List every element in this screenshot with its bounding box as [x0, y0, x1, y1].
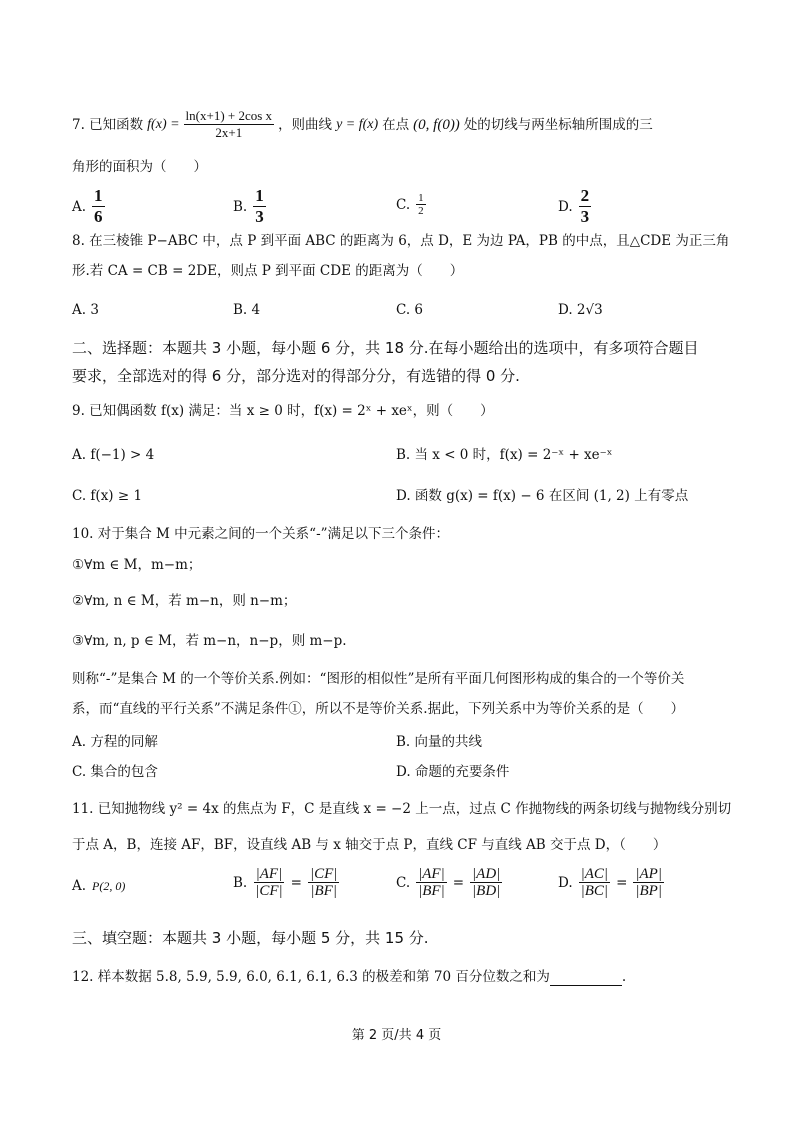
page-footer: 第 2 页/共 4 页	[351, 1028, 442, 1043]
option-fraction	[253, 186, 266, 227]
q10-option-d[interactable]: D. 命题的充要条件	[396, 764, 510, 780]
option-text: P(2, 0)	[92, 878, 126, 893]
frac-den: 3	[255, 207, 264, 226]
q12-text: 12. 样本数据 5.8, 5.9, 5.9, 6.0, 6.1, 6.1, 6.3 的极差和第 70 百分位数之和为	[72, 969, 550, 985]
q7-point: (0, f(0))	[413, 116, 460, 133]
q11-line1: 11. 已知抛物线 y² = 4x 的焦点为 F，C 是直线 x = −2 上一点，过点 C 作抛物线的两条切线与抛物线分别切	[72, 801, 732, 817]
section2-heading-line1: 二、选择题：本题共 3 小题，每小题 6 分，共 18 分.在每小题给出的选项中，有多项符合题目	[72, 339, 699, 357]
frac-den: |CF|	[255, 883, 283, 899]
q7-option-a[interactable]	[72, 186, 105, 227]
option-fraction	[92, 186, 105, 227]
frac-num: |AP|	[635, 866, 662, 882]
option-label: C.	[396, 874, 411, 891]
frac-den: 3	[580, 207, 590, 226]
frac-den: |BF|	[310, 883, 337, 899]
q7-curve: y = f(x)	[336, 116, 379, 132]
section2-heading-line2: 要求，全部选对的得 6 分，部分选对的得部分分，有选错的得 0 分.	[72, 367, 520, 385]
q7-option-d[interactable]	[558, 186, 591, 227]
q11-option-a[interactable]	[72, 878, 125, 894]
ratio-left	[416, 866, 447, 899]
q9-option-c[interactable]: C. f(x) ≥ 1	[72, 488, 143, 504]
frac-den: |BF|	[418, 883, 445, 899]
frac-den: |BC|	[580, 883, 609, 899]
frac-num: |AD|	[472, 866, 501, 882]
q10-option-b[interactable]: B. 向量的共线	[396, 734, 483, 750]
q7-option-c[interactable]	[396, 192, 426, 217]
equals-sign: =	[290, 874, 302, 891]
q8-option-d[interactable]: D. 2√3	[558, 302, 603, 318]
q7-denominator: 2x+1	[215, 125, 243, 140]
q9-option-b[interactable]: B. 当 x < 0 时，f(x) = 2⁻ˣ + xe⁻ˣ	[396, 447, 613, 463]
q9-stem: 9. 已知偶函数 f(x) 满足：当 x ≥ 0 时，f(x) = 2ˣ + xeˣ，则（ ）	[72, 403, 494, 419]
q10-condition-2: ②∀m, n ∈ M，若 m−n，则 n−m；	[72, 593, 297, 609]
ratio-left	[253, 866, 284, 899]
q12-line	[72, 968, 626, 986]
q11-line2: 于点 A，B，连接 AF，BF，设直线 AB 与 x 轴交于点 P，直线 CF 与直线 AB 交于点 D，（ ）	[72, 837, 667, 853]
option-label: C.	[396, 196, 411, 213]
frac-den: 2	[418, 205, 424, 217]
q12-suffix: .	[621, 969, 627, 985]
q11-option-d[interactable]	[558, 866, 664, 899]
option-label: B.	[233, 198, 248, 215]
section3-heading: 三、填空题：本题共 3 小题，每小题 5 分，共 15 分.	[72, 929, 429, 947]
q9-option-d[interactable]: D. 函数 g(x) = f(x) − 6 在区间 (1, 2) 上有零点	[396, 488, 689, 504]
ratio-right	[308, 866, 339, 899]
q8-line2: 形.若 CA = CB = 2DE，则点 P 到平面 CDE 的距离为（ ）	[72, 263, 464, 279]
q11-option-b[interactable]	[233, 866, 339, 899]
q7-mid: ，则曲线	[278, 116, 333, 133]
q10-paragraph-line1: 则称“-”是集合 M 的一个等价关系.例如：“图形的相似性”是所有平面几何图形构成的集合的一个等价关	[72, 671, 685, 687]
equals-sign: =	[616, 874, 628, 891]
q10-option-a[interactable]: A. 方程的同解	[72, 734, 158, 750]
option-label: D.	[558, 198, 573, 215]
equals-sign: =	[452, 874, 465, 891]
frac-den: |BP|	[635, 883, 662, 899]
q8-option-b[interactable]: B. 4	[233, 302, 261, 318]
q8-option-c[interactable]: C. 6	[396, 302, 424, 318]
ratio-left	[579, 866, 610, 899]
option-fraction	[579, 186, 592, 227]
frac-num: |AF|	[255, 866, 283, 882]
q7-line2: 角形的面积为（ ）	[72, 159, 207, 175]
frac-num: |AF|	[418, 866, 445, 882]
q10-condition-1: ①∀m ∈ M，m−m；	[72, 557, 202, 573]
frac-den: 6	[94, 207, 103, 226]
q7-mid2: 在点	[382, 116, 410, 133]
frac-num: |CF|	[309, 866, 338, 882]
frac-num: 1	[255, 186, 264, 205]
option-label: A.	[72, 198, 87, 215]
frac-num: 1	[418, 192, 424, 204]
q8-line1: 8. 在三棱锥 P−ABC 中，点 P 到平面 ABC 的距离为 6，点 D，E 为边 PA，PB 的中点，且△CDE 为正三角	[72, 233, 730, 249]
q8-option-a[interactable]: A. 3	[72, 302, 99, 318]
option-fraction	[416, 192, 426, 217]
option-label: B.	[233, 874, 248, 891]
option-label: D.	[558, 874, 573, 891]
ratio-right	[633, 866, 664, 899]
answer-blank[interactable]	[550, 971, 622, 986]
q7-numerator: ln(x+1) + 2cos x	[185, 108, 273, 123]
q7-fraction	[184, 108, 275, 141]
frac-num: |AC|	[580, 866, 609, 882]
q11-option-c[interactable]	[396, 866, 502, 899]
q10-option-c[interactable]: C. 集合的包含	[72, 764, 158, 780]
q7-line1	[72, 108, 653, 141]
q7-option-b[interactable]	[233, 186, 266, 227]
option-label: A.	[72, 878, 87, 894]
q7-suffix: 处的切线与两坐标轴所围成的三	[463, 116, 653, 133]
q10-paragraph-line2: 系，而“直线的平行关系”不满足条件①，所以不是等价关系.据此，下列关系中为等价关系的是（ ）	[72, 701, 685, 717]
ratio-right	[470, 866, 502, 899]
q7-prefix: 7. 已知函数	[72, 116, 144, 133]
q7-func-lhs: f(x) =	[147, 116, 180, 132]
frac-den: |BD|	[472, 883, 501, 899]
q10-stem: 10. 对于集合 M 中元素之间的一个关系“-”满足以下三个条件：	[72, 526, 450, 542]
q9-option-a[interactable]: A. f(−1) > 4	[72, 447, 155, 463]
frac-num: 2	[580, 186, 590, 205]
frac-num: 1	[94, 186, 103, 205]
q10-condition-3: ③∀m, n, p ∈ M，若 m−n，n−p，则 m−p.	[72, 633, 347, 649]
